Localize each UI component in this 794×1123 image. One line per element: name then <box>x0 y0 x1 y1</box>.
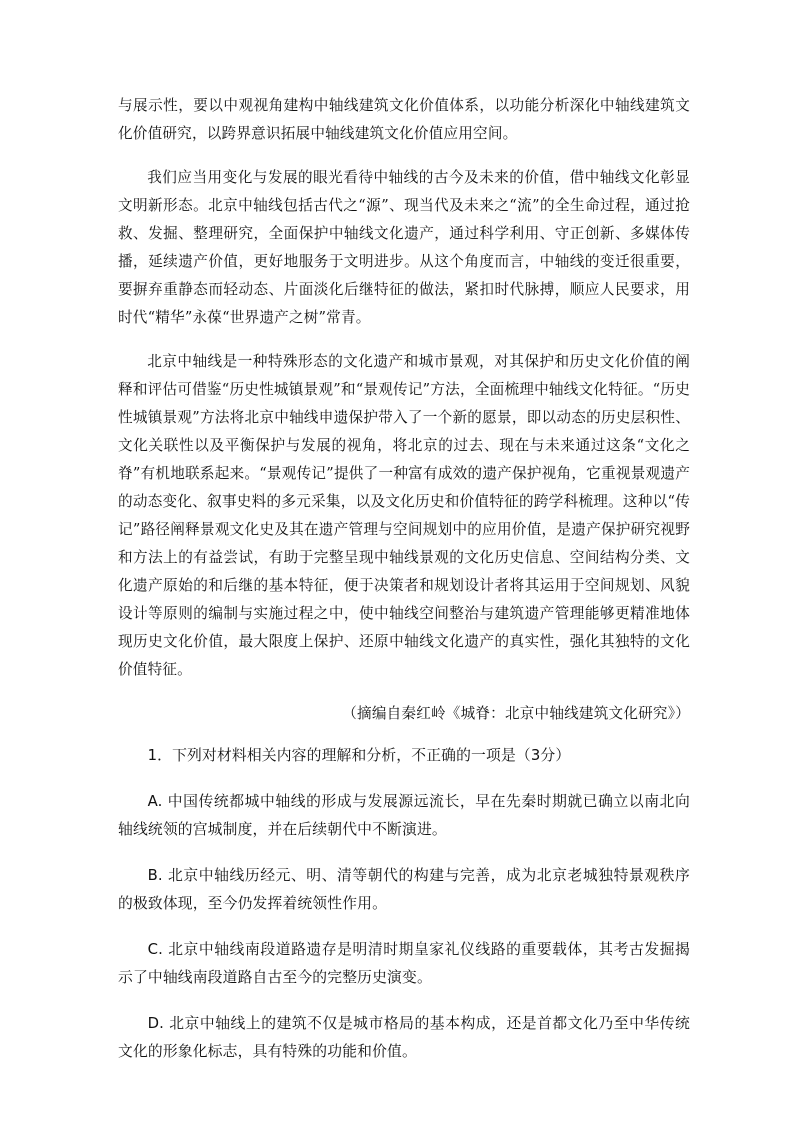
option-c: C. 北京中轴线南段道路遗存是明清时期皇家礼仪线路的重要载体，其考古发掘揭示了中轴线南段道路自古至今的完整历史演变。 <box>118 941 690 986</box>
passage-paragraph-continued: 与展示性，要以中观视角建构中轴线建筑文化价值体系，以功能分析深化中轴线建筑文化价值研究，以跨界意识拓展中轴线建筑文化价值应用空间。 <box>118 97 690 142</box>
option-gap <box>118 918 690 936</box>
paragraph-gap <box>118 148 690 164</box>
passage-paragraph-2: 我们应当用变化与发展的眼光看待中轴线的古今及未来的价值，借中轴线文化彰显文明新形态。北京中轴线包括古代之“源”、现当代及未来之“流”的全生命过程，通过抢救、发掘、整理研究，全面保护中轴线文化遗产，通过科学利用、守正创新、多媒体传播，延续遗产价值，更好地服务于文明进步。从这个角度而言，中轴线的变迁很重要，要摒弃重静态而轻动态、片面淡化后继特征的做法，紧扣时代脉搏，顺应人民要求，用时代“精华”永葆“世界遗产之树”常青。 <box>118 169 690 326</box>
option-b: B. 北京中轴线历经元、明、清等朝代的构建与完善，成为北京老城独特景观秩序的极致体现，至今仍发挥着统领性作用。 <box>118 867 690 912</box>
question-stem: 1．下列对材料相关内容的理解和分析，不正确的一项是（3分） <box>147 747 571 764</box>
option-gap <box>118 844 690 862</box>
option-d: D. 北京中轴线上的建筑不仅是城市格局的基本构成，还是首都文化乃至中华传统文化的形象化标志，具有特殊的功能和价值。 <box>118 1015 690 1060</box>
option-gap <box>118 770 690 788</box>
section-gap <box>118 728 690 742</box>
source-citation: （摘编自秦红岭《城脊：北京中轴线建筑文化研究》） <box>342 705 690 722</box>
paragraph-gap <box>118 332 690 348</box>
option-a: A. 中国传统都城中轴线的形成与发展源远流长，早在先秦时期就已确立以南北向轴线统领的宫城制度，并在后续朝代中不断演进。 <box>118 793 690 838</box>
option-gap <box>118 992 690 1010</box>
passage-paragraph-3: 北京中轴线是一种特殊形态的文化遗产和城市景观，对其保护和历史文化价值的阐释和评估可借鉴“历史性城镇景观”和“景观传记”方法，全面梳理中轴线文化特征。“历史性城镇景观”方法将北京中轴线申遗保护带入了一个新的愿景，即以动态的历史层积性、文化关联性以及平衡保护与发展的视角，将北京的过去、现在与未来通过这条“文化之脊”有机地联系起来。“景观传记”提供了一种富有成效的遗产保护视角，它重视景观遗产的动态变化、叙事史料的多元采集，以及文化历史和价值特征的跨学科梳理。这种以“传记”路径阐释景观文化史及其在遗产管理与空间规划中的应用价值，是遗产保护研究视野和方法上的有益尝试，有助于完整呈现中轴线景观的文化历史信息、空间结构分类、文化遗产原始的和后继的基本特征，便于决策者和规划设计者将其运用于空间规划、风貌设计等原则的编制与实施过程之中，使中轴线空间整治与建筑遗产管理能够更精准地体现历史文化价值，最大限度上保护、还原中轴线文化遗产的真实性，强化其独特的文化价值特征。 <box>118 353 690 678</box>
paragraph-gap <box>118 684 690 700</box>
document-page <box>118 92 690 1066</box>
